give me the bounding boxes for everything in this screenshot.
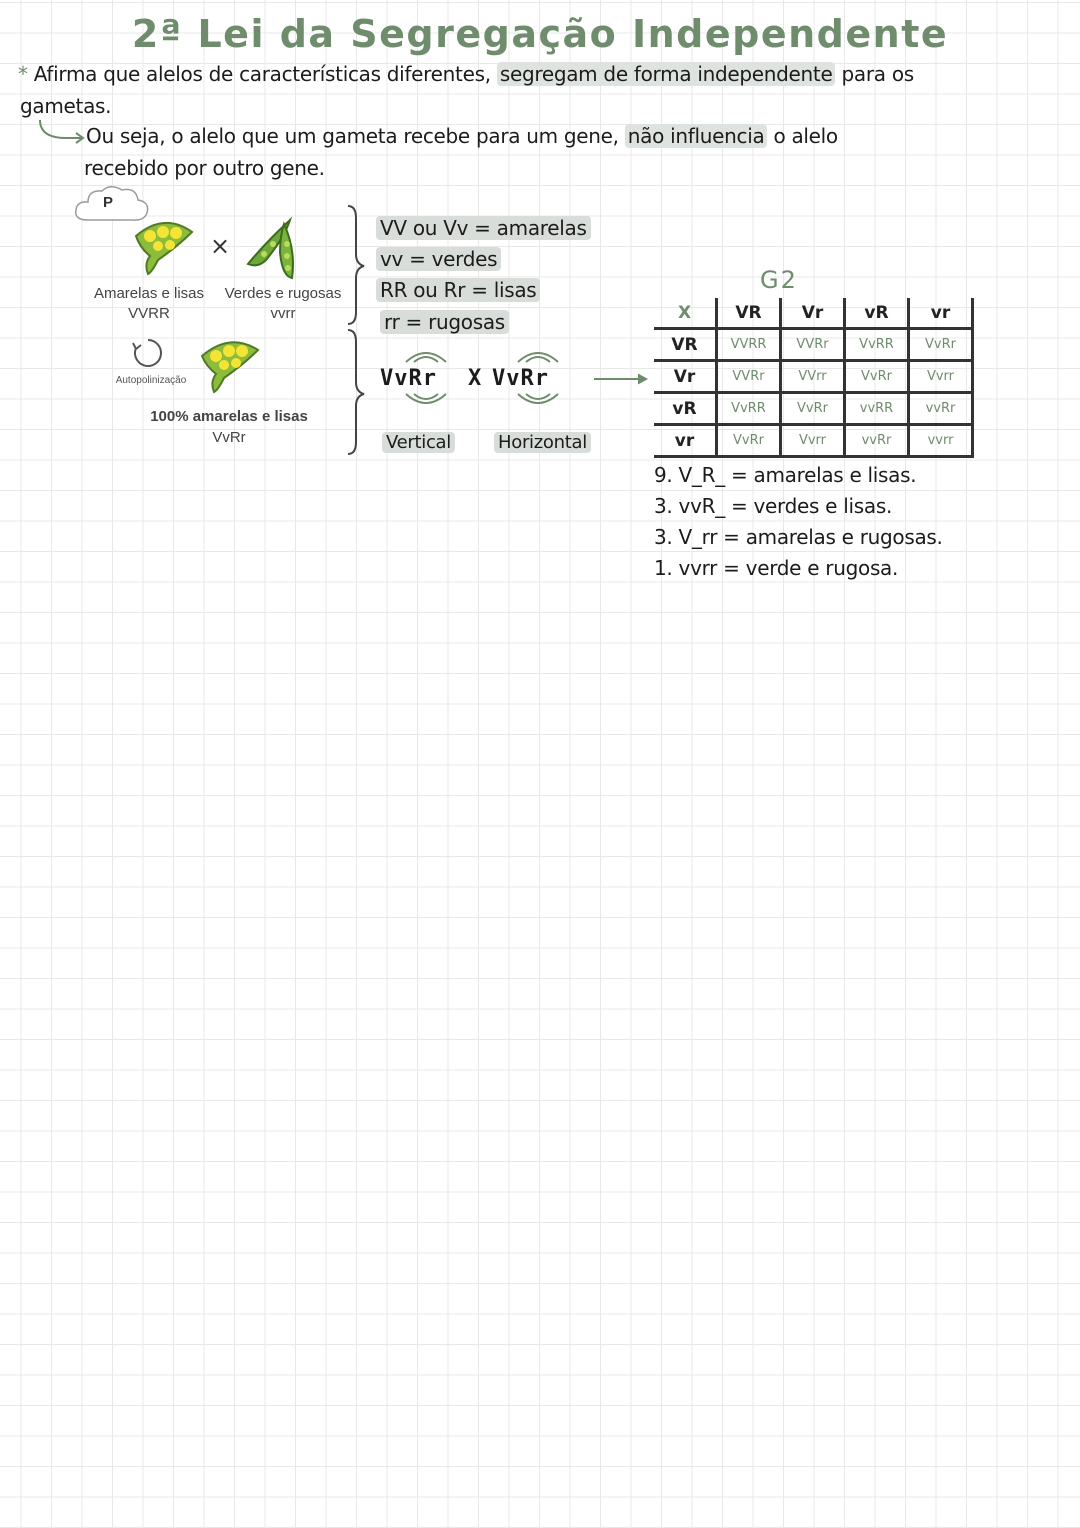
self-pollination-label: Autopolinização [115, 375, 187, 386]
intro-highlight-2: não influencia [625, 124, 768, 148]
parent1-genotype: VVRR [128, 305, 170, 322]
punnett-square [654, 298, 974, 458]
dihybrid-left: VvRr [380, 366, 437, 391]
row-header: VR [654, 329, 717, 361]
cloud-label: P [103, 194, 114, 211]
legend-line-1: VV ou Vv = amarelas [376, 216, 591, 240]
punnett-cell: VvRR [717, 393, 781, 425]
horizontal-caption: Horizontal [494, 432, 591, 453]
dihybrid-right: VvRr [492, 366, 549, 391]
brace-icon [344, 204, 368, 460]
row-header: vr [654, 425, 717, 457]
table-row [654, 329, 973, 361]
intro-line-4: recebido por outro gene. [84, 156, 325, 180]
f1-genotype: VvRr [212, 429, 246, 446]
intro-text-3a: Ou seja, o alelo que um gameta recebe para um gene, [86, 124, 619, 148]
legend-line-3: RR ou Rr = lisas [376, 278, 540, 302]
punnett-cell: Vvrr [781, 425, 845, 457]
punnett-cell: VVRr [781, 329, 845, 361]
col-header: vr [909, 298, 973, 329]
intro-line-1 [18, 62, 1068, 86]
result-item: 1. vvrr = verde e rugosa. [654, 556, 899, 580]
col-header: vR [845, 298, 909, 329]
table-row [654, 425, 973, 457]
punnett-cell: vvRR [845, 393, 909, 425]
punnett-title: G2 [760, 266, 798, 294]
intro-line-2: gametas. [20, 94, 112, 118]
row-header: Vr [654, 361, 717, 393]
result-item: 9. V_R_ = amarelas e lisas. [654, 463, 917, 487]
refresh-icon [130, 336, 166, 372]
intro-line-3 [86, 124, 1066, 148]
punnett-cell: vvrr [909, 425, 973, 457]
intro-text-1b: para os [841, 62, 914, 86]
result-item: 3. V_rr = amarelas e rugosas. [654, 525, 943, 549]
pea-pod-f1-icon [196, 336, 262, 394]
table-row [654, 393, 973, 425]
arrow-curve-icon [36, 116, 88, 148]
result-item: 3. vvR_ = verdes e lisas. [654, 494, 892, 518]
f1-label: 100% amarelas e lisas [150, 408, 308, 425]
punnett-cell: VvRr [717, 425, 781, 457]
cross-symbol: × [210, 232, 231, 260]
intro-text-1a: Afirma que alelos de características diferentes, [33, 62, 491, 86]
intro-highlight-1: segregam de forma independente [497, 62, 836, 86]
legend-line-2: vv = verdes [376, 247, 501, 271]
parent2-label: Verdes e rugosas [224, 285, 342, 302]
col-header: VR [717, 298, 781, 329]
bullet: * [18, 62, 28, 86]
punnett-cell: VvRr [909, 329, 973, 361]
punnett-cell: VvRr [781, 393, 845, 425]
punnett-cell: VVRR [717, 329, 781, 361]
legend-line-4: rr = rugosas [380, 310, 509, 334]
results-list [654, 460, 943, 584]
punnett-cell: VVrr [781, 361, 845, 393]
dihybrid-x: X [468, 366, 483, 391]
punnett-cell: VvRR [845, 329, 909, 361]
punnett-cell: Vvrr [909, 361, 973, 393]
table-row [654, 361, 973, 393]
punnett-cell: VVRr [717, 361, 781, 393]
pea-pod-yellow-icon [130, 216, 200, 276]
punnett-corner: X [654, 298, 717, 329]
punnett-cell: VvRr [845, 361, 909, 393]
punnett-cell: vvRr [909, 393, 973, 425]
parent1-label: Amarelas e lisas [93, 285, 205, 302]
page-title: 2ª Lei da Segregação Independente [131, 12, 949, 56]
punnett-cell: vvRr [845, 425, 909, 457]
pea-pod-green-icon [244, 214, 300, 280]
row-header: vR [654, 393, 717, 425]
intro-text-3b: o alelo [773, 124, 838, 148]
parent2-genotype: vvrr [270, 305, 296, 322]
col-header: Vr [781, 298, 845, 329]
arrow-right-icon [592, 370, 652, 388]
vertical-caption: Vertical [382, 432, 455, 453]
